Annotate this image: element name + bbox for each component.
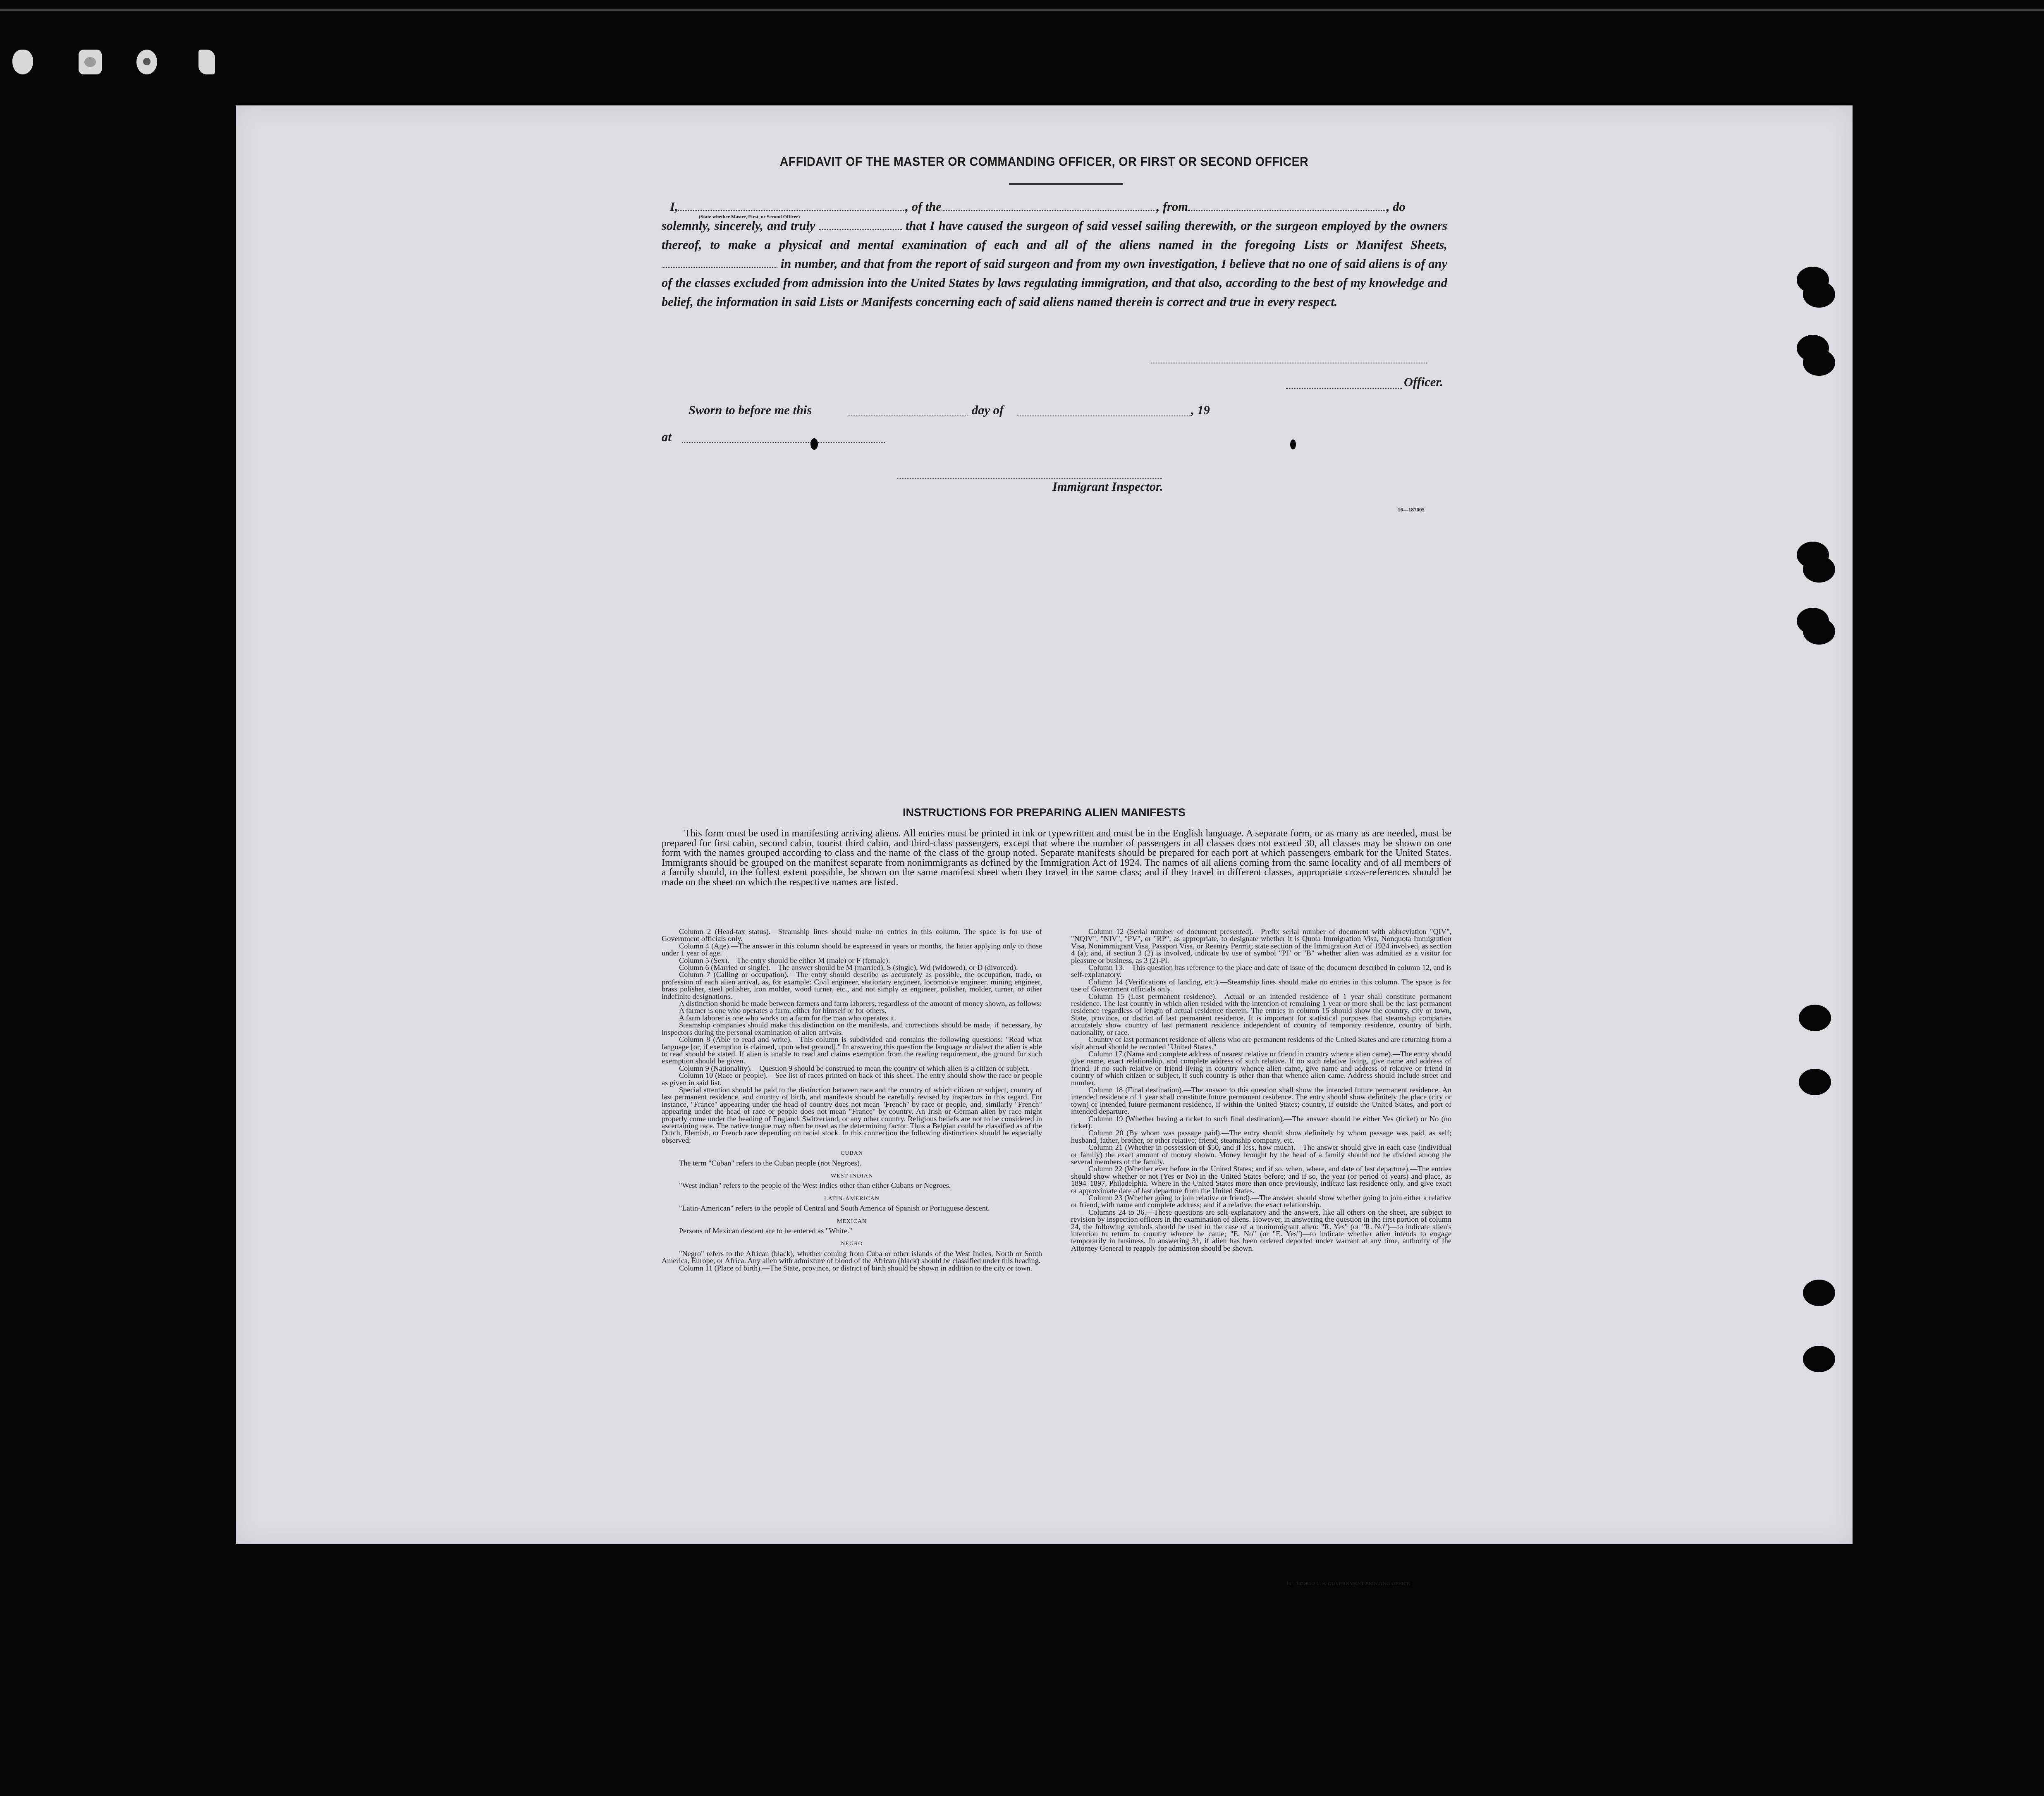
instruction-paragraph: A farm laborer is one who works on a farm for the man who operates it. <box>679 1013 896 1022</box>
affidavit-from: , from <box>1156 200 1188 214</box>
instruction-paragraph: Column 18 (Final destination).—The answer to this question shall show the intended future permanent residence. An intended residence of 1 year shall constitute future permanent residence. The entry should show definitely the place (city or town) of intended future permanent residence, if within the United States; country, if outside the United States, and port of intended departure. <box>1071 1085 1451 1116</box>
instructions-right-column <box>1071 928 1451 1252</box>
negro-definition: "Negro" refers to the African (black), whether coming from Cuba or other islands of the West Indies, North or South America, Europe, or Africa. Any alien with admixture of blood of the African (black) should be classified under this heading. <box>662 1249 1042 1265</box>
instruction-paragraph: Column 22 (Whether ever before in the United States; and if so, when, where, and date of last departure).—The entries should show whether or not (Yes or No) in the United States before; and if so, the year (or period of years) and place, as 1894–1897, Philadelphia. Where in the United States more than once previously, indicate last residence only, and give exact or approximate date of last departure from the United States. <box>1071 1165 1451 1195</box>
officer-label: Officer. <box>1404 375 1444 389</box>
latin-american-heading: LATIN-AMERICAN <box>824 1195 880 1202</box>
officer-rank-blank <box>678 202 906 211</box>
instruction-paragraph: Column 14 (Verifications of landing, etc.).—Steamship lines should make no entries in this column. The space is for use of Government officials only. <box>1071 977 1451 994</box>
film-marker-4 <box>198 50 215 74</box>
instruction-paragraph: Column 10 (Race or people).—See list of races printed on back of this sheet. The entry should show the race or people as given in said list. <box>662 1071 1042 1087</box>
manifest-page <box>236 105 1853 1586</box>
instruction-paragraph: Column 4 (Age).—The answer in this column should be expressed in years or months, the latter applying only to those under 1 year of age. <box>662 941 1042 958</box>
west-indian-definition: "West Indian" refers to the people of the West Indies other than either Cubans or Negroes. <box>679 1181 951 1190</box>
place-blank <box>682 441 885 443</box>
instruction-paragraph: A distinction should be made between farmers and farm laborers, regardless of the amount of money shown, as follows: <box>679 999 1042 1008</box>
inspector-signature-line <box>897 478 1162 479</box>
vessel-blank <box>942 202 1157 211</box>
sworn-label: Sworn to before me this <box>689 403 812 417</box>
affirm-blank <box>819 221 902 230</box>
cuban-definition: The term "Cuban" refers to the Cuban people (not Negroes). <box>679 1158 862 1167</box>
instruction-paragraph: Column 6 (Married or single).—The answer should be M (married), S (single), Wd (widowed), or D (divorced). <box>679 963 1018 972</box>
instruction-paragraph: Country of last permanent residence of aliens who are permanent residents of the United States and are returning from a visit abroad should be recorded "United States." <box>1071 1035 1451 1051</box>
affidavit-text-1: that I have caused the surgeon of said vessel sailing therewith, or the surgeon employed by the owners thereof, to make a physical and mental examination of each and all of the aliens named in the foregoing Lists or Manifest Sheets, <box>662 219 1447 252</box>
negro-heading: NEGRO <box>841 1241 863 1247</box>
film-marker-3 <box>136 50 157 74</box>
instructions-left-column <box>662 928 1042 1272</box>
sheet-count-blank <box>662 259 777 268</box>
instruction-paragraph: Column 5 (Sex).—The entry should be either M (male) or F (female). <box>679 956 890 965</box>
instruction-paragraph: Column 19 (Whether having a ticket to such final destination).—The answer should be either Yes (ticket) or No (no ticket). <box>1071 1114 1451 1130</box>
affidavit-solemnly: solemnly, sincerely, and truly <box>662 219 815 233</box>
instructions-intro: This form must be used in manifesting arriving aliens. All entries must be printed in ink or typewritten and must be in the English language. A separate form, or as many as are needed, must be prepared for first cabin, second cabin, tourist third cabin, and third-class passengers, except that where the number of passengers in all classes does not exceed 30, all classes may be shown on one form with the names grouped according to class and the name of the class of the group noted. Separate manifests should be prepared for each port at which passengers embark for the United States. Immigrants should be grouped on the manifest separate from nonimmigrants as defined by the Immigration Act of 1924. The names of all aliens coming from the same locality and of all members of a family should, to the fullest extent possible, be shown on the same manifest sheet when they travel in the same class; and if they travel in different classes, appropriate cross-references should be made on the sheet on which the respective names are listed. <box>662 828 1451 888</box>
instruction-paragraph: Steamship companies should make this distinction on the manifests, and corrections should be made, if necessary, by inspectors during the personal examination of alien arrivals. <box>662 1021 1042 1037</box>
instruction-paragraph: Column 2 (Head-tax status).—Steamship lines should make no entries in this column. The space is for use of Government officials only. <box>662 927 1042 943</box>
instruction-paragraph: Column 17 (Name and complete address of nearest relative or friend in country whence alien came).—The entry should give name, exact relationship, and complete address of such relative. If no such relative living, give name and address of friend. If no such relative or friend living in country whence alien came, give name and address of relative or friend in country of which citizen or subject, if such country is other than that whence alien came. Address should include street and number. <box>1071 1049 1451 1087</box>
affidavit-do: , do <box>1387 200 1406 214</box>
day-blank <box>848 415 968 416</box>
officer-signature-line <box>1286 387 1402 389</box>
officer-rank-note: (State whether Master, First, or Second Officer) <box>699 214 800 220</box>
scan-border-line <box>0 9 2044 11</box>
day-of-label: day of <box>972 403 1004 417</box>
affidavit-title: AFFIDAVIT OF THE MASTER OR COMMANDING OFFICER, OR FIRST OR SECOND OFFICER <box>779 154 1309 169</box>
instruction-paragraph: Column 9 (Nationality).—Question 9 should be construed to mean the country of which alien is a citizen or subject. <box>679 1064 1030 1072</box>
punch-hole <box>1799 1069 1831 1095</box>
instruction-paragraph: Column 23 (Whether going to join relative or friend).—The answer should show whether going to join either a relative or friend, with name and complete address; and if a relative, the exact relationship. <box>1071 1194 1451 1209</box>
instruction-paragraph: Column 8 (Able to read and write).—This column is subdivided and contains the following questions: "Read what language [or, if exemption is claimed, upon what ground]." In answering this question the language or dialect the alien is able to read should be stated. If alien is unable to read and claims exemption from the reading requirement, the ground for such exemption should be given. <box>662 1035 1042 1065</box>
punch-hole <box>1803 556 1835 583</box>
mexican-definition: Persons of Mexican descent are to be entered as "White." <box>679 1227 852 1235</box>
cuban-heading: CUBAN <box>840 1150 863 1157</box>
instruction-paragraph: Column 15 (Last permanent residence).—Actual or an intended residence of 1 year shall constitute permanent residence. The last country in which alien resided with the intention of remaining 1 year or more shall be the last permanent residence regardless of length of actual residence therein. The entries in column 15 should show the country, city or town, State, province, or district of last permanent residence. It is important for statistical purposes that steamship companies accurately show country of last permanent residence independent of country of temporary residence, country of birth, nationality, or race. <box>1071 992 1451 1037</box>
instruction-paragraph: Columns 24 to 36.—These questions are self-explanatory and the answers, like all others on the sheet, are subject to revision by inspection officers in the examination of aliens. However, in answering the question in the first portion of column 24, the following symbols should be used in the case of a nonimmigrant alien: "R. Yes" (or "R. No")—to indicate alien's intention to return to country whence he came; "E. No" (or "E. Yes")—to indicate whether alien intends to engage temporarily in business. In answering 31, if alien has been ordered deported under warrant at any time, authority of the Attorney General to reapply for admission should be shown. <box>1071 1208 1451 1252</box>
port-blank <box>1188 202 1387 211</box>
punch-hole <box>1803 1280 1835 1306</box>
punch-hole <box>1799 1005 1831 1031</box>
instruction-paragraph: Column 12 (Serial number of document presented).—Prefix serial number of document with abbreviation "QIV", "NQIV", "NIV", "PV", or "RP", as appropriate, to designate whether it is Quota Immigration Visa, Nonquota Immigration Visa, Nonimmigrant Visa, Passport Visa, or Reentry Permit; state section of the Immigration Act of 1924 involved, as section 4 (a); and, if section 3 (2) is involved, indicate by use of symbol "Pl" or "B" whether alien was admitted as a visitor for pleasure or business, as 3 (2)-Pl. <box>1071 927 1451 965</box>
printing-office-code: 16—187005-2 U. S. GOVERNMENT PRINTING OFFICE <box>1286 1581 1410 1586</box>
instruction-paragraph: Column 7 (Calling or occupation).—The entry should describe as accurately as possible, the occupation, trade, or profession of each alien arrival, as, for example: Civil engineer, stationary engineer, locomotive engineer, mining engineer, brass polisher, steel polisher, iron molder, wood turner, etc., and not simply as engineer, polisher, molder, turner, or other indefinite designations. <box>662 970 1042 1001</box>
instruction-paragraph: Column 13.—This question has reference to the place and date of issue of the document described in column 12, and is self-explanatory. <box>1071 963 1451 979</box>
punch-hole <box>1803 281 1835 308</box>
inspector-label: Immigrant Inspector. <box>1052 480 1163 494</box>
instruction-paragraph: Special attention should be paid to the distinction between race and the country of which citizen or subject, country of last permanent residence, and country of birth, and manifests should be carefully revised by inspectors in this regard. For instance, "France" appearing under the head of country does not mean "French" by race or people, and, similarly "French" appearing under the head of race or people does not mean "France" by country. An Irish or German alien by race might properly come under the heading of England, Switzerland, or any other country. Religious beliefs are not to be considered in ascertaining race. The native tongue may often be used as the determining factor. Thus a Belgian could be classified as of the Dutch, Flemish, or French race depending on racial stock. In this connection the following distinctions should be especially observed: <box>662 1085 1042 1144</box>
latin-american-definition: "Latin-American" refers to the people of Central and South America of Spanish or Portuguese descent. <box>679 1204 990 1213</box>
punch-hole <box>1803 618 1835 645</box>
year-label: , 19 <box>1191 403 1210 417</box>
signature-line <box>1150 362 1427 363</box>
film-marker-2 <box>79 50 102 74</box>
title-rule <box>1009 183 1123 185</box>
ink-speck <box>810 438 818 450</box>
instruction-paragraph: Column 21 (Whether in possession of $50, and if less, how much).—The answer should give in each case (individual or family) the exact amount of money shown. Money brought by the head of a family should not be divided among the several members of the family. <box>1071 1143 1451 1166</box>
affidavit-i: I, <box>670 200 678 214</box>
ink-speck <box>1290 439 1296 449</box>
instruction-paragraph: A farmer is one who operates a farm, either for himself or for others. <box>679 1006 887 1015</box>
instruction-paragraph: Column 20 (By whom was passage paid).—The entry should show definitely by whom passage was paid, as self; husband, father, brother, or other relative; friend; steamship company, etc. <box>1071 1129 1451 1144</box>
month-blank <box>1017 415 1191 416</box>
at-label: at <box>662 430 672 444</box>
instructions-title: INSTRUCTIONS FOR PREPARING ALIEN MANIFESTS <box>902 806 1186 819</box>
punch-hole <box>1803 1346 1835 1372</box>
film-marker-1 <box>12 50 33 74</box>
punch-hole <box>1803 349 1835 376</box>
form-code: 16—187005 <box>1398 506 1425 513</box>
affidavit-text-2: in number, and that from the report of said surgeon and from my own investigation, I believe that no one of said aliens is of any of the classes excluded from admission into the United States by laws regulating immigration, and that also, according to the best of my knowledge and belief, the information in said Lists or Manifests concerning each of said aliens named therein is correct and true in every respect. <box>662 257 1447 309</box>
affidavit-of-the: , of the <box>905 200 942 214</box>
mexican-heading: MEXICAN <box>837 1218 867 1225</box>
instruction-paragraph: Column 11 (Place of birth).—The State, province, or district of birth should be shown in addition to the city or town. <box>679 1263 1033 1272</box>
west-indian-heading: WEST INDIAN <box>830 1173 873 1179</box>
